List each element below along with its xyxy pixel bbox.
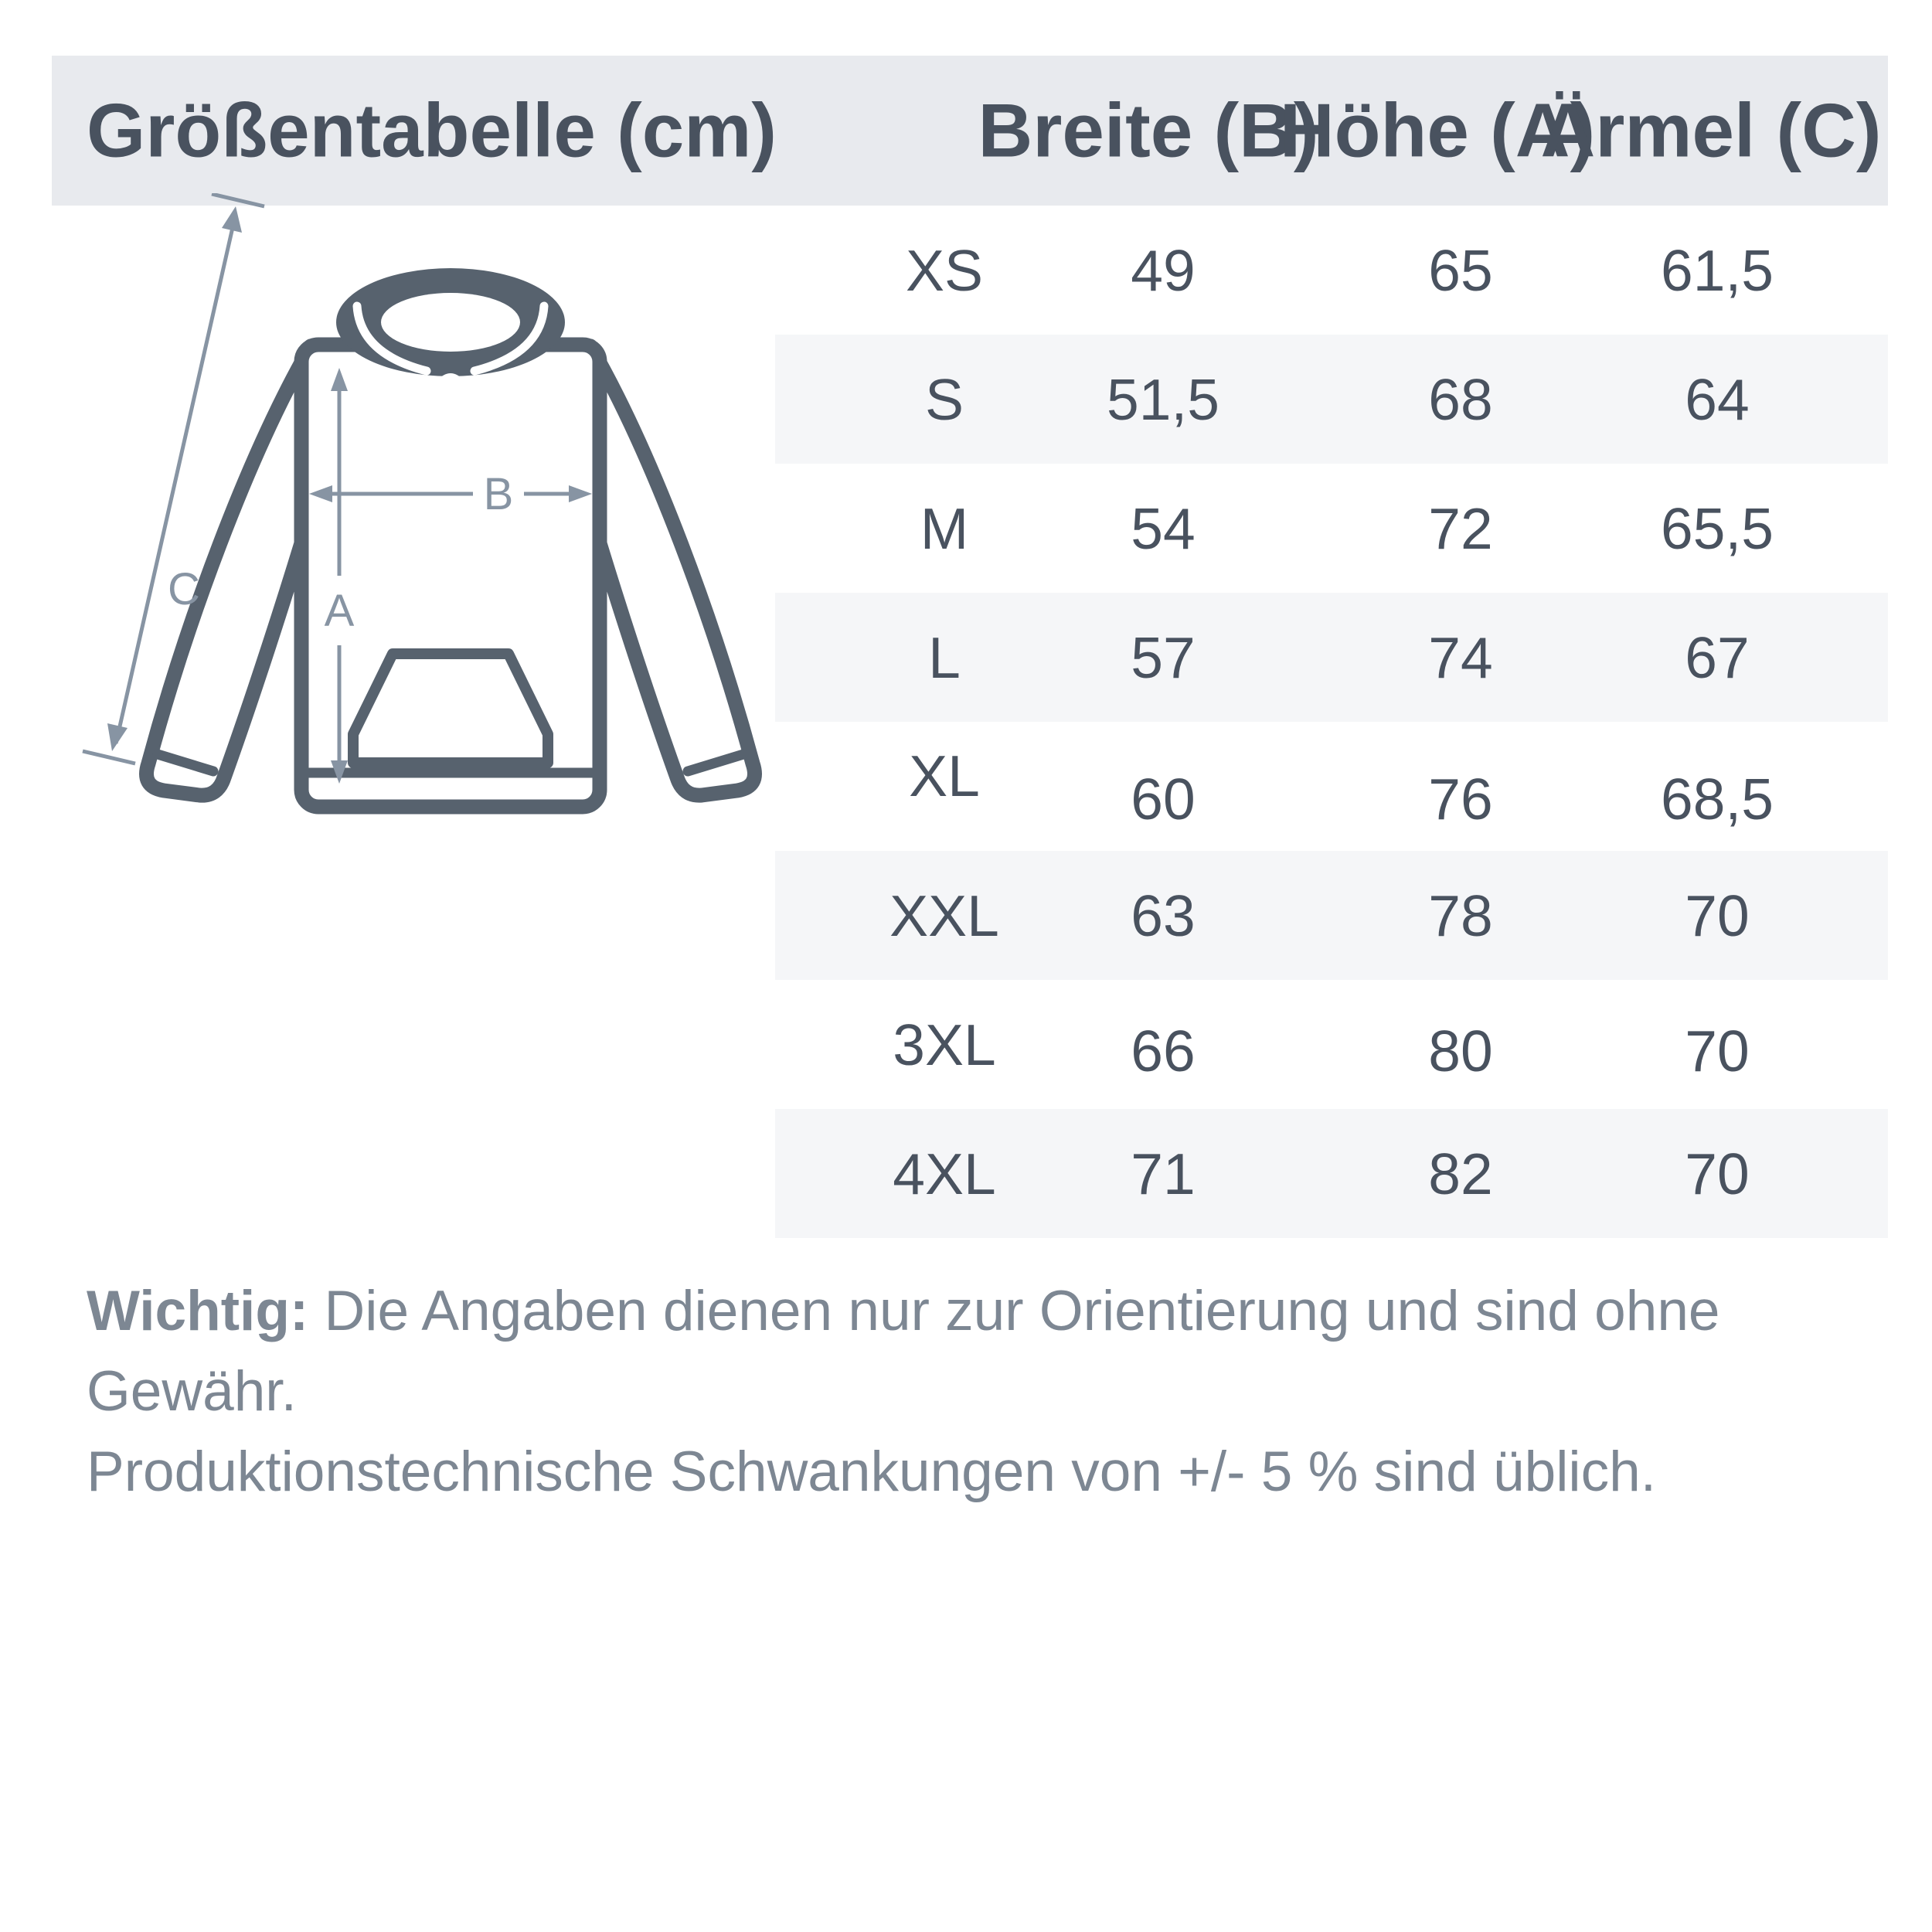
hoehe-value: 72: [1428, 495, 1493, 561]
size-label: M: [920, 495, 969, 561]
hoehe-value: 65: [1428, 237, 1493, 303]
disclaimer-note: [87, 1271, 1879, 1512]
size-chart-header: [52, 56, 1888, 206]
label-b: B: [483, 469, 514, 519]
breite-value: 63: [1131, 883, 1196, 948]
size-label: L: [928, 624, 961, 690]
breite-value: 71: [1131, 1141, 1196, 1206]
size-label: XL: [909, 743, 980, 808]
table-row: [775, 335, 1888, 464]
breite-value: 57: [1131, 624, 1196, 690]
table-row: [775, 722, 1888, 851]
hoodie-measurement-diagram: [62, 193, 796, 850]
label-a: A: [324, 586, 355, 636]
aermel-value: 68,5: [1661, 766, 1774, 832]
table-row: [775, 464, 1888, 593]
table-row: [775, 593, 1888, 722]
disclaimer-lead: Wichtig:: [87, 1280, 309, 1342]
aermel-value: 61,5: [1661, 237, 1774, 303]
hoehe-value: 80: [1428, 1018, 1493, 1083]
breite-value: 54: [1131, 495, 1196, 561]
size-label: 4XL: [893, 1141, 996, 1206]
aermel-value: 67: [1685, 624, 1750, 690]
breite-value: 51,5: [1107, 366, 1219, 432]
size-label: 3XL: [893, 1012, 996, 1077]
right-sleeve: [590, 346, 755, 795]
label-c: C: [168, 564, 200, 614]
hoehe-value: 78: [1428, 883, 1493, 948]
breite-value: 60: [1131, 766, 1196, 832]
breite-value: 49: [1131, 237, 1196, 303]
table-row: [775, 1109, 1888, 1238]
hoodie-illustration: [62, 193, 796, 850]
hoehe-value: 82: [1428, 1141, 1493, 1206]
hoehe-value: 68: [1428, 366, 1493, 432]
hoehe-value: 76: [1428, 766, 1493, 832]
column-header-hoehe: Höhe (A): [1279, 87, 1596, 173]
disclaimer-line-1: Wichtig: Die Angaben dienen nur zur Orientierung und sind ohne Gewähr.: [87, 1280, 1720, 1423]
size-label: S: [924, 366, 964, 432]
table-row: [775, 851, 1888, 980]
table-row: [775, 206, 1888, 335]
page-title: Größentabelle (cm): [87, 87, 777, 173]
size-label: XS: [905, 237, 984, 303]
aermel-value: 70: [1685, 1018, 1750, 1083]
breite-value: 66: [1131, 1018, 1196, 1083]
aermel-value: 70: [1685, 883, 1750, 948]
size-table: [775, 206, 1888, 1238]
aermel-value: 70: [1685, 1141, 1750, 1206]
size-label: XXL: [889, 883, 999, 948]
column-header-aermel: Ärmel (C): [1540, 87, 1882, 173]
column-header-breite: Breite (B): [978, 87, 1319, 173]
kangaroo-pocket: [353, 654, 548, 763]
hoehe-value: 74: [1428, 624, 1493, 690]
disclaimer-line-2: Produktionstechnische Schwankungen von +/- 5 % sind üblich.: [87, 1440, 1657, 1503]
table-row: [775, 980, 1888, 1109]
aermel-value: 65,5: [1661, 495, 1774, 561]
aermel-value: 64: [1685, 366, 1750, 432]
